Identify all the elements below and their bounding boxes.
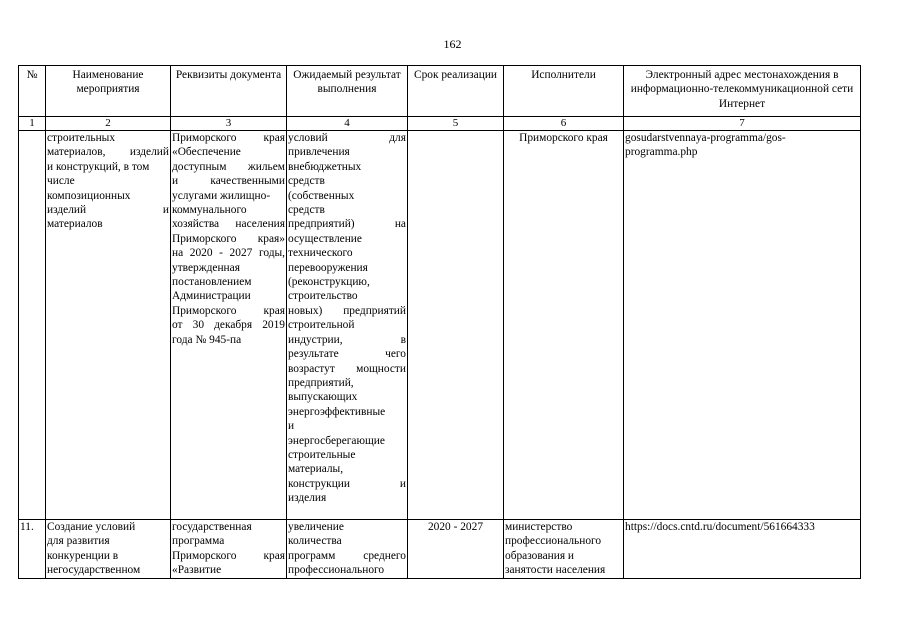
cell-line: энергосберегающие [288,434,385,447]
cell-line: постановлением [172,276,252,289]
cell-line: результате чего [288,348,406,361]
column-number-row [19,117,861,131]
cell-line: и [288,420,295,433]
cell-line: Приморского края» [172,232,285,245]
header-implementation-period: Срок реализации [408,66,504,117]
cell-line: строительной [288,319,355,332]
cell-line: от 30 декабря 2019 [172,319,285,332]
cell-line: конкуренции в [47,549,119,562]
document-details-cell [171,131,287,520]
header-executors: Исполнители [504,66,624,117]
cell-line: материалов, изделий [47,146,169,159]
cell-line: услугами жилищно- [172,189,271,202]
column-number: 5 [408,117,504,131]
cell-line: технического [288,247,353,260]
cell-line: привлечения [288,146,350,159]
cell-line: государственная [172,521,252,533]
cell-line: министерство [505,521,573,533]
header-expected-result: Ожидаемый результат выполнения [287,66,408,117]
header-document-details: Реквизиты документа [171,66,287,117]
executors-cell: Приморского края [504,131,624,520]
cell-line: увеличение [288,521,344,533]
cell-line: «Обеспечение [172,146,241,159]
document-table [18,65,861,579]
cell-line: Приморского края [172,132,285,144]
table-row [19,131,861,520]
cell-line: на 2020 - 2027 годы, [172,247,285,260]
cell-line: материалы, [288,463,344,476]
cell-line: изделий и [47,204,169,217]
column-number: 1 [19,117,46,131]
cell-line: негосударственном [47,564,141,577]
cell-line: перевооружения [288,261,368,274]
cell-line: индустрии, в [288,333,406,346]
cell-line: занятости населения [505,564,606,577]
cell-line: года № 945-па [172,333,242,346]
cell-line: предприятий) на [288,218,406,231]
period-cell: 2020 - 2027 [408,520,504,579]
executors-cell [504,520,624,579]
event-name-cell [46,131,171,520]
cell-line: Приморского края [172,549,285,562]
cell-line: Администрации [172,290,251,303]
cell-line: утвержденная [172,261,240,274]
period-cell [408,131,504,520]
header-number: № [19,66,46,117]
cell-line: энергоэффективные [288,405,386,418]
cell-line: коммунального [172,204,247,217]
cell-line: предприятий, [288,376,354,389]
cell-line: количества [288,535,342,548]
cell-line: профессионального [505,535,602,548]
header-row [19,66,861,117]
cell-line: образования и [505,549,575,562]
document-details-cell [171,520,287,579]
page-number: 162 [443,37,462,51]
cell-line: Создание условий [47,521,136,533]
cell-line: материалов [47,218,103,231]
row-number [19,131,46,520]
cell-line: программа [172,535,225,548]
cell-line: новых) предприятий [288,304,406,317]
column-number: 7 [624,117,861,131]
event-name-cell [46,520,171,579]
cell-line: хозяйства населения [172,218,285,231]
cell-line: для развития [47,535,110,548]
cell-line: и качественными [172,175,285,188]
cell-line: возрастут мощности [288,362,406,375]
column-number: 2 [46,117,171,131]
cell-line: средств [288,204,325,217]
cell-line: (собственных [288,189,355,202]
column-number: 6 [504,117,624,131]
cell-line: строительство [288,290,358,303]
cell-line: gosudarstvennaya-programma/gos- [625,132,786,144]
column-number: 4 [287,117,408,131]
table-row [19,520,861,579]
expected-result-cell [287,520,408,579]
cell-line: внебюджетных [288,160,362,173]
cell-line: строительных [47,132,116,144]
cell-line: условий для [288,132,406,144]
cell-line: «Развитие [172,564,222,577]
cell-line: выпускающих [288,391,358,404]
cell-line: и конструкций, в том [47,160,150,173]
cell-line: средств [288,175,325,188]
internet-address-cell [624,520,861,579]
internet-address-cell [624,131,861,520]
cell-line: доступным жильем [172,160,285,173]
column-number: 3 [171,117,287,131]
cell-line: осуществление [288,232,362,245]
cell-line: изделия [288,492,327,505]
cell-line: программ среднего [288,549,406,562]
cell-line: строительные [288,448,356,461]
cell-line: композиционных [47,189,131,202]
header-event-name: Наименование мероприятия [46,66,171,117]
cell-line: programma.php [625,146,698,159]
expected-result-cell [287,131,408,520]
cell-line: числе [47,175,75,188]
cell-line: профессионального [288,564,385,577]
cell-line: конструкции и [288,477,406,490]
cell-line: Приморского края [172,304,285,317]
cell-line: (реконструкцию, [288,276,370,289]
row-number: 11. [19,520,46,579]
header-internet-address: Электронный адрес местонахождения в информационно-телекоммуникационной сети Интернет [624,66,861,117]
cell-line: https://docs.cntd.ru/document/561664333 [625,521,815,533]
